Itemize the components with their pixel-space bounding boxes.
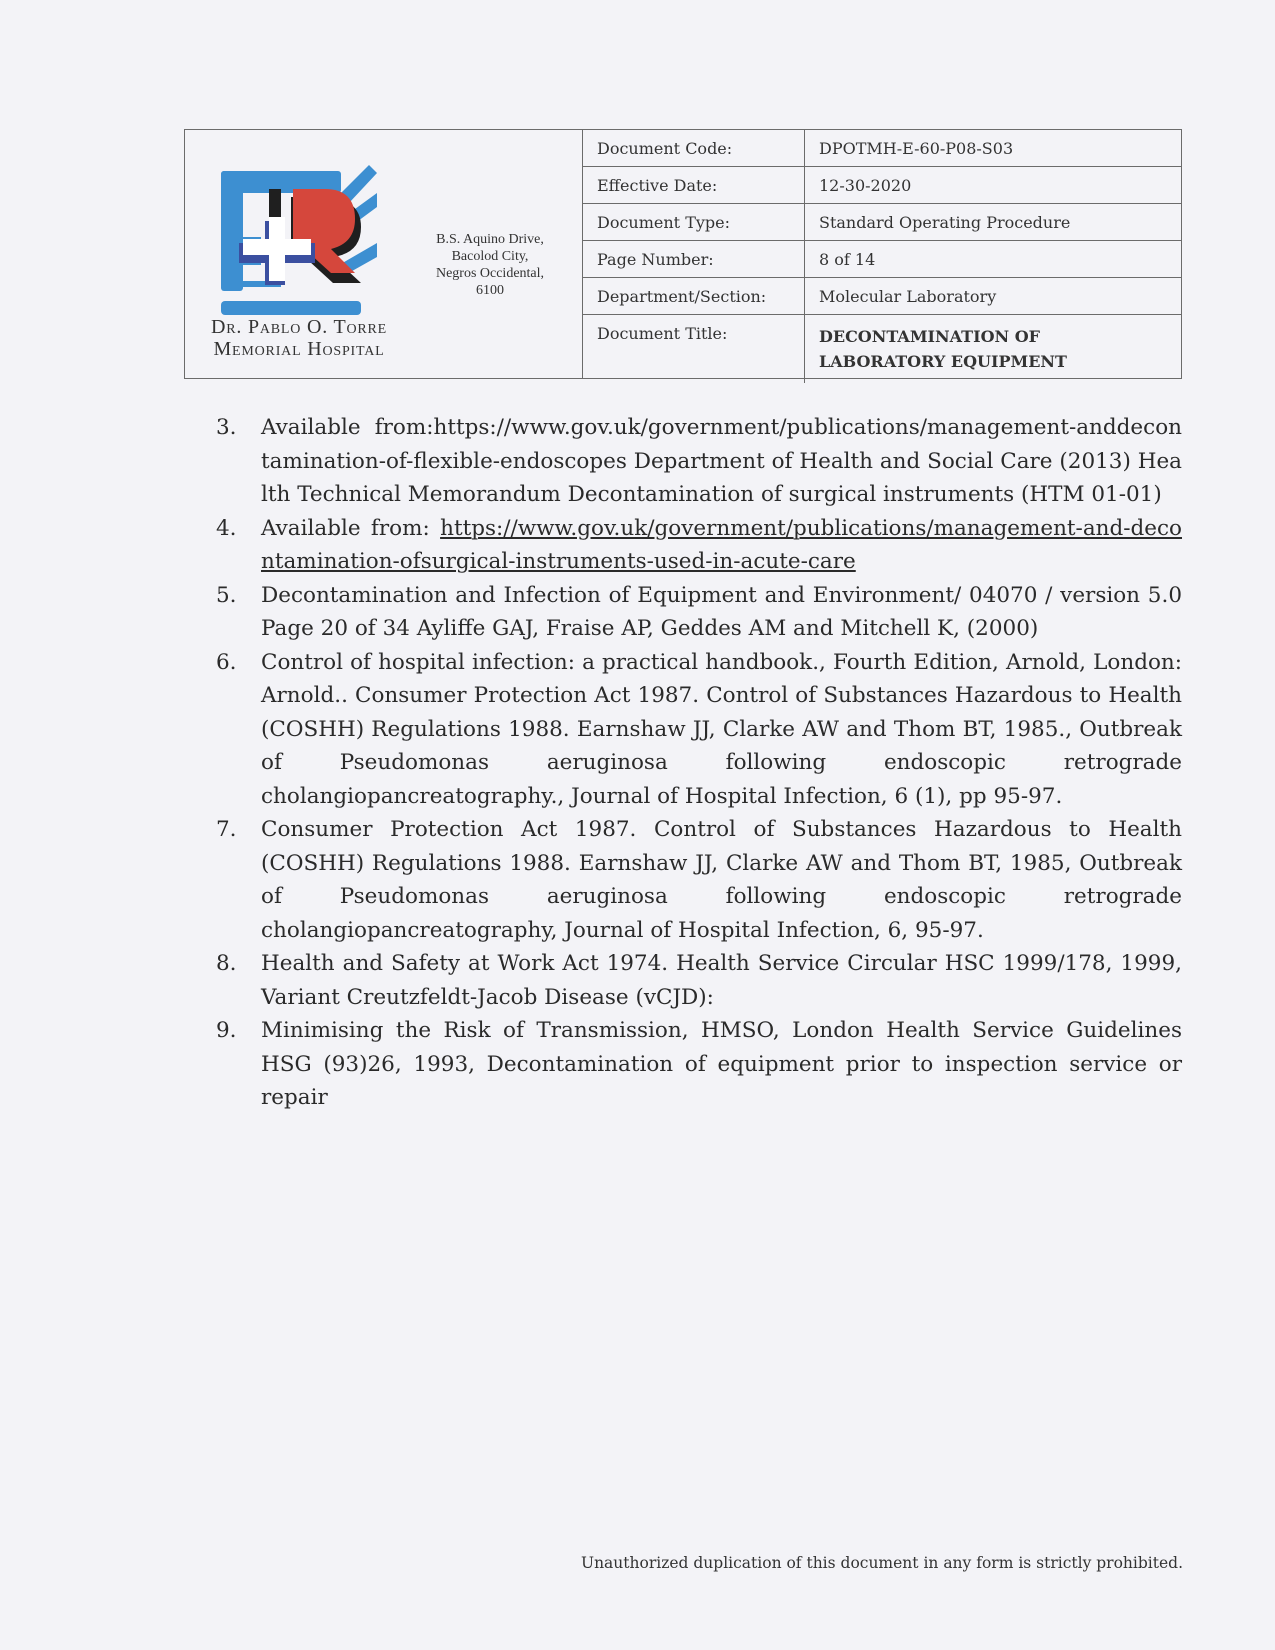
meta-row-effective-date: Effective Date: 12-30-2020 [583, 167, 1181, 204]
meta-row-document-title: Document Title: DECONTAMINATION OF LABORATORY EQUIPMENT [583, 315, 1181, 384]
document-type: Standard Operating Procedure [805, 204, 1182, 241]
document-metadata-table [583, 130, 1181, 383]
reference-item: 5. Decontamination and Infection of Equipment and Environment/ 04070 / version 5.0 Page 20 of 34 Ayliffe GAJ, Fraise AP, Geddes AM and Mitchell K, (2000) [216, 582, 1182, 641]
document-code: DPOTMH-E-60-P08-S03 [805, 130, 1182, 167]
hospital-address: B.S. Aquino Drive, Bacolod City, Negros Occidental, 6100 [435, 232, 545, 298]
document-header [184, 129, 1182, 379]
meta-row-department: Department/Section: Molecular Laboratory [583, 278, 1181, 315]
meta-row-document-code: Document Code: DPOTMH-E-60-P08-S03 [583, 130, 1181, 167]
hospital-name: Dr. Pablo O. Torre Memorial Hospital [210, 316, 388, 360]
hospital-logo-icon [221, 165, 377, 315]
reference-item: 7. Consumer Protection Act 1987. Control of Substances Hazardous to Health (COSHH) Regulations 1988. Earnshaw JJ, Clarke AW and Thom BT, 1985, Outbreak of Pseudomonas aeruginosa following endoscopic retrograde cholangiopancreatography, Journal of Hospital Infection, 6, 95-97. [216, 817, 1182, 943]
meta-row-document-type: Document Type: Standard Operating Procedure [583, 204, 1181, 241]
department-section: Molecular Laboratory [805, 278, 1182, 315]
reference-link[interactable]: https://www.gov.uk/government/publications/management-and-decontamination-ofsurgical-instruments-used-in-acute-care [261, 515, 1182, 574]
reference-item: 9. Minimising the Risk of Transmission, HMSO, London Health Service Guidelines HSG (93)26, 1993, Decontamination of equipment prior to inspection service or repair [216, 1018, 1182, 1110]
reference-item: 4. Available from: https://www.gov.uk/government/publications/management-and-decontamination-ofsurgical-instruments-used-in-acute-care [216, 515, 1182, 574]
effective-date: 12-30-2020 [805, 167, 1182, 204]
reference-item: 3. Available from:https://www.gov.uk/government/publications/management-anddecontamination-of-flexible-endoscopes Department of Health and Social Care (2013) Health Technical Memorandum Decontamination of surgical instruments (HTM 01-01) [216, 415, 1182, 507]
reference-item: 6. Control of hospital infection: a practical handbook., Fourth Edition, Arnold, London: Arnold.. Consumer Protection Act 1987. Control of Substances Hazardous to Health (COSHH) Regulations 1988. Earnshaw JJ, Clarke AW and Thom BT, 1985., Outbreak of Pseudomonas aeruginosa following endoscopic retrograde cholangiopancreatography., Journal of Hospital Infection, 6 (1), pp 95-97. [216, 649, 1182, 809]
hospital-identity-cell [185, 130, 583, 378]
references-list [216, 411, 1182, 1115]
reference-item: 8. Health and Safety at Work Act 1974. Health Service Circular HSC 1999/178, 1999, Variant Creutzfeldt-Jacob Disease (vCJD): [216, 951, 1182, 1010]
document-title: DECONTAMINATION OF LABORATORY EQUIPMENT [819, 327, 1067, 371]
page-number: 8 of 14 [805, 241, 1182, 278]
footer-notice: Unauthorized duplication of this document in any form is strictly prohibited. [581, 1554, 1183, 1572]
meta-row-page-number: Page Number: 8 of 14 [583, 241, 1181, 278]
